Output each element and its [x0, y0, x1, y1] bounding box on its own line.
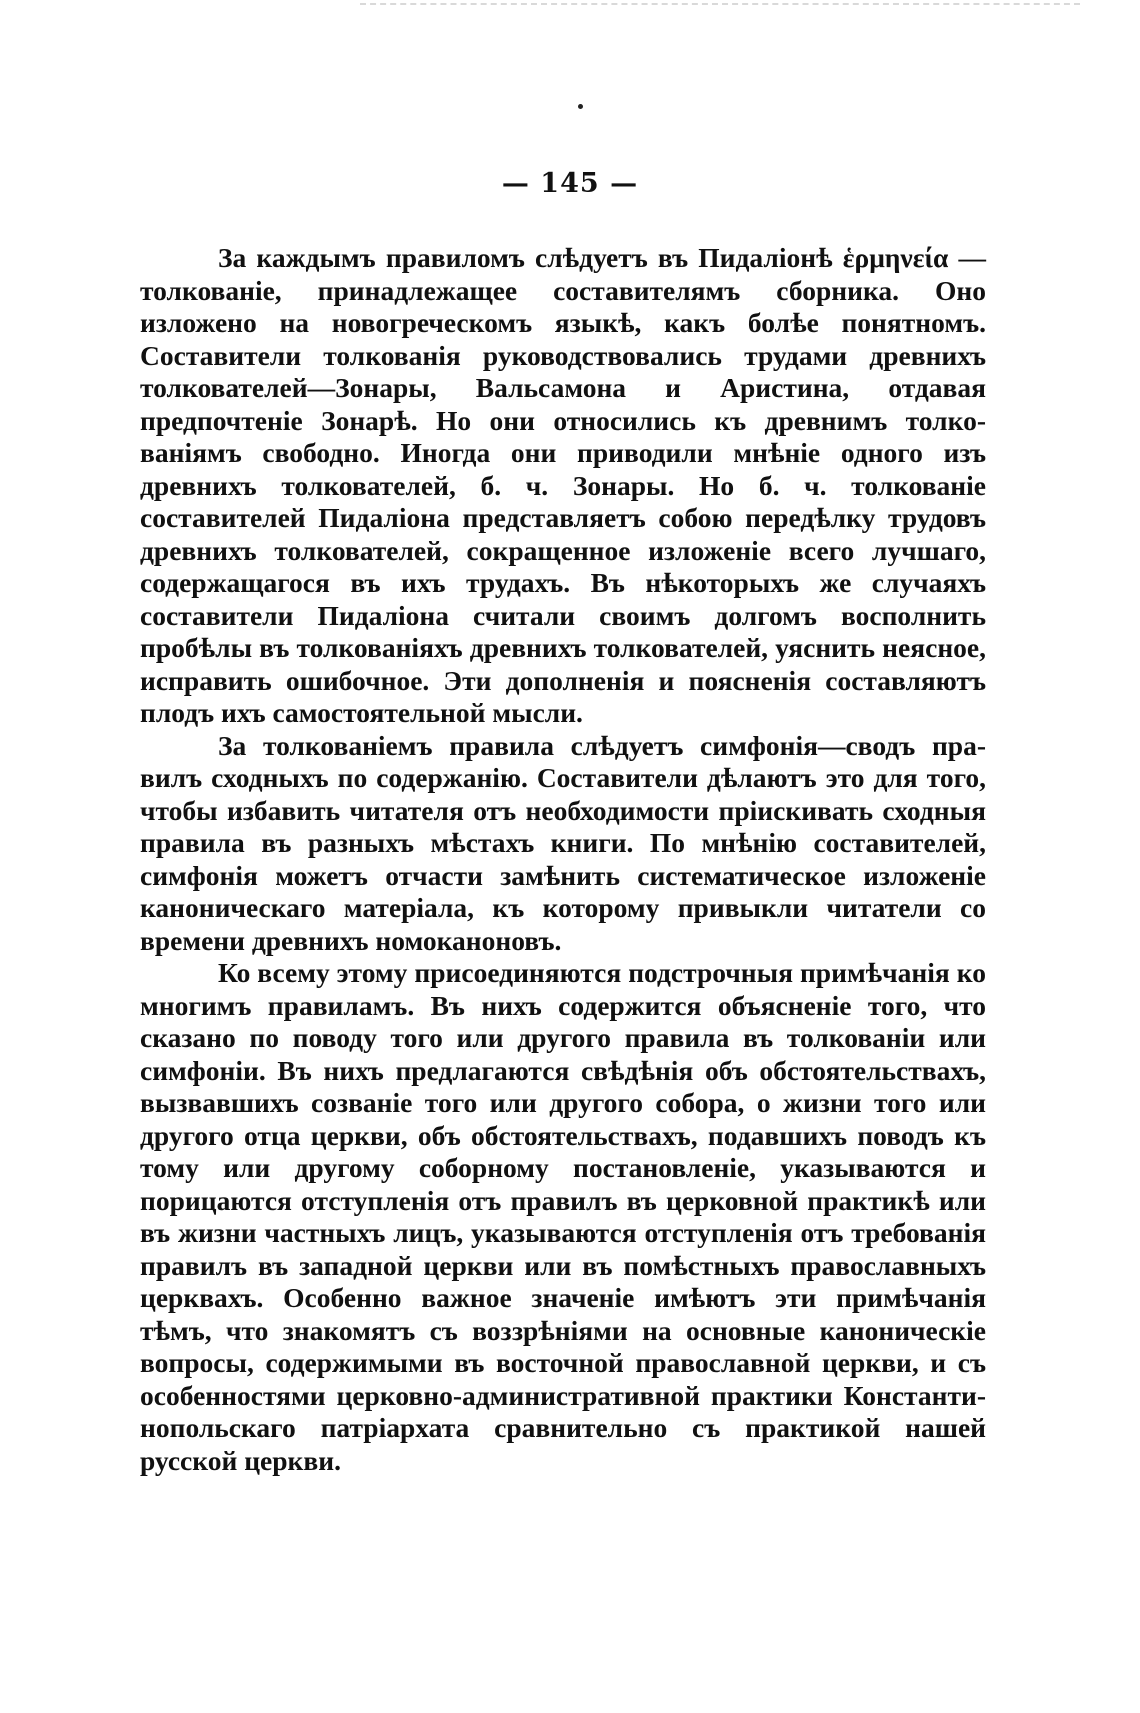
ink-speck — [578, 104, 583, 109]
page-number: — 145 — — [501, 168, 639, 199]
paragraph-2: За толкованіемъ правила слѣдуетъ симфонія—сводъ правилъ сходныхъ по содержанію. Составители дѣлаютъ это для того, чтобы избавить читателя отъ необходимости пріискивать сходныя правила въ разныхъ мѣстахъ книги. По мнѣнію составителей, симфонія можетъ отчасти замѣнить систематическое изложеніе каноническаго матеріала, къ которому привыкли читатели со времени древнихъ номоканоновъ. — [140, 729, 986, 956]
paragraph-1: За каждымъ правиломъ слѣдуетъ въ Пидаліонѣ ἑρμηνεία —толкованіе, принадлежащее составителямъ сборника. Оно изложено на новогреческомъ языкѣ, какъ болѣе понятномъ. Составители толкованія руководствовались трудами древнихъ толкователей—Зонары, Вальсамона и Аристина, отдавая предпочтеніе Зонарѣ. Но они относились къ древнимъ толкованіямъ свободно. Иногда они приводили мнѣніе одного изъ древнихъ толкователей, б. ч. Зонары. Но б. ч. толкованіе составителей Пидаліона представляетъ собою передѣлку трудовъ древнихъ толкователей, сокращенное изложеніе всего лучшаго, содержащагося въ ихъ трудахъ. Въ нѣкоторыхъ же случаяхъ составители Пидаліона считали своимъ долгомъ восполнить пробѣлы въ толкованіяхъ древнихъ толкователей, уяснить неясное, исправить ошибочное. Эти дополненія и поясненія составляютъ плодъ ихъ самостоятельной мысли. — [140, 242, 986, 728]
body-text — [140, 242, 986, 1477]
paragraph-3: Ко всему этому присоединяются подстрочныя примѣчанія ко многимъ правиламъ. Въ нихъ содержится объясненіе того, что сказано по поводу того или другого правила въ толкованіи или симфоніи. Въ нихъ предлагаются свѣдѣнія объ обстоятельствахъ, вызвавшихъ созваніе того или другого собора, о жизни того или другого отца церкви, объ обстоятельствахъ, подавшихъ поводъ къ тому или другому соборному постановленіе, указываются и порицаются отступленія отъ правилъ въ церковной практикѣ или въ жизни частныхъ лицъ, указываются отступленія отъ требованія правилъ въ западной церкви или въ помѣстныхъ православныхъ церквахъ. Особенно важное значеніе имѣютъ эти примѣчанія тѣмъ, что знакомятъ съ воззрѣніями на основные каноническіе вопросы, содержимыми въ восточной православной церкви, и съ особенностями церковно-административной практики Константинопольскаго патріархата сравнительно съ практикой нашей русской церкви. — [140, 957, 986, 1476]
scan-edge-line — [360, 3, 1080, 5]
